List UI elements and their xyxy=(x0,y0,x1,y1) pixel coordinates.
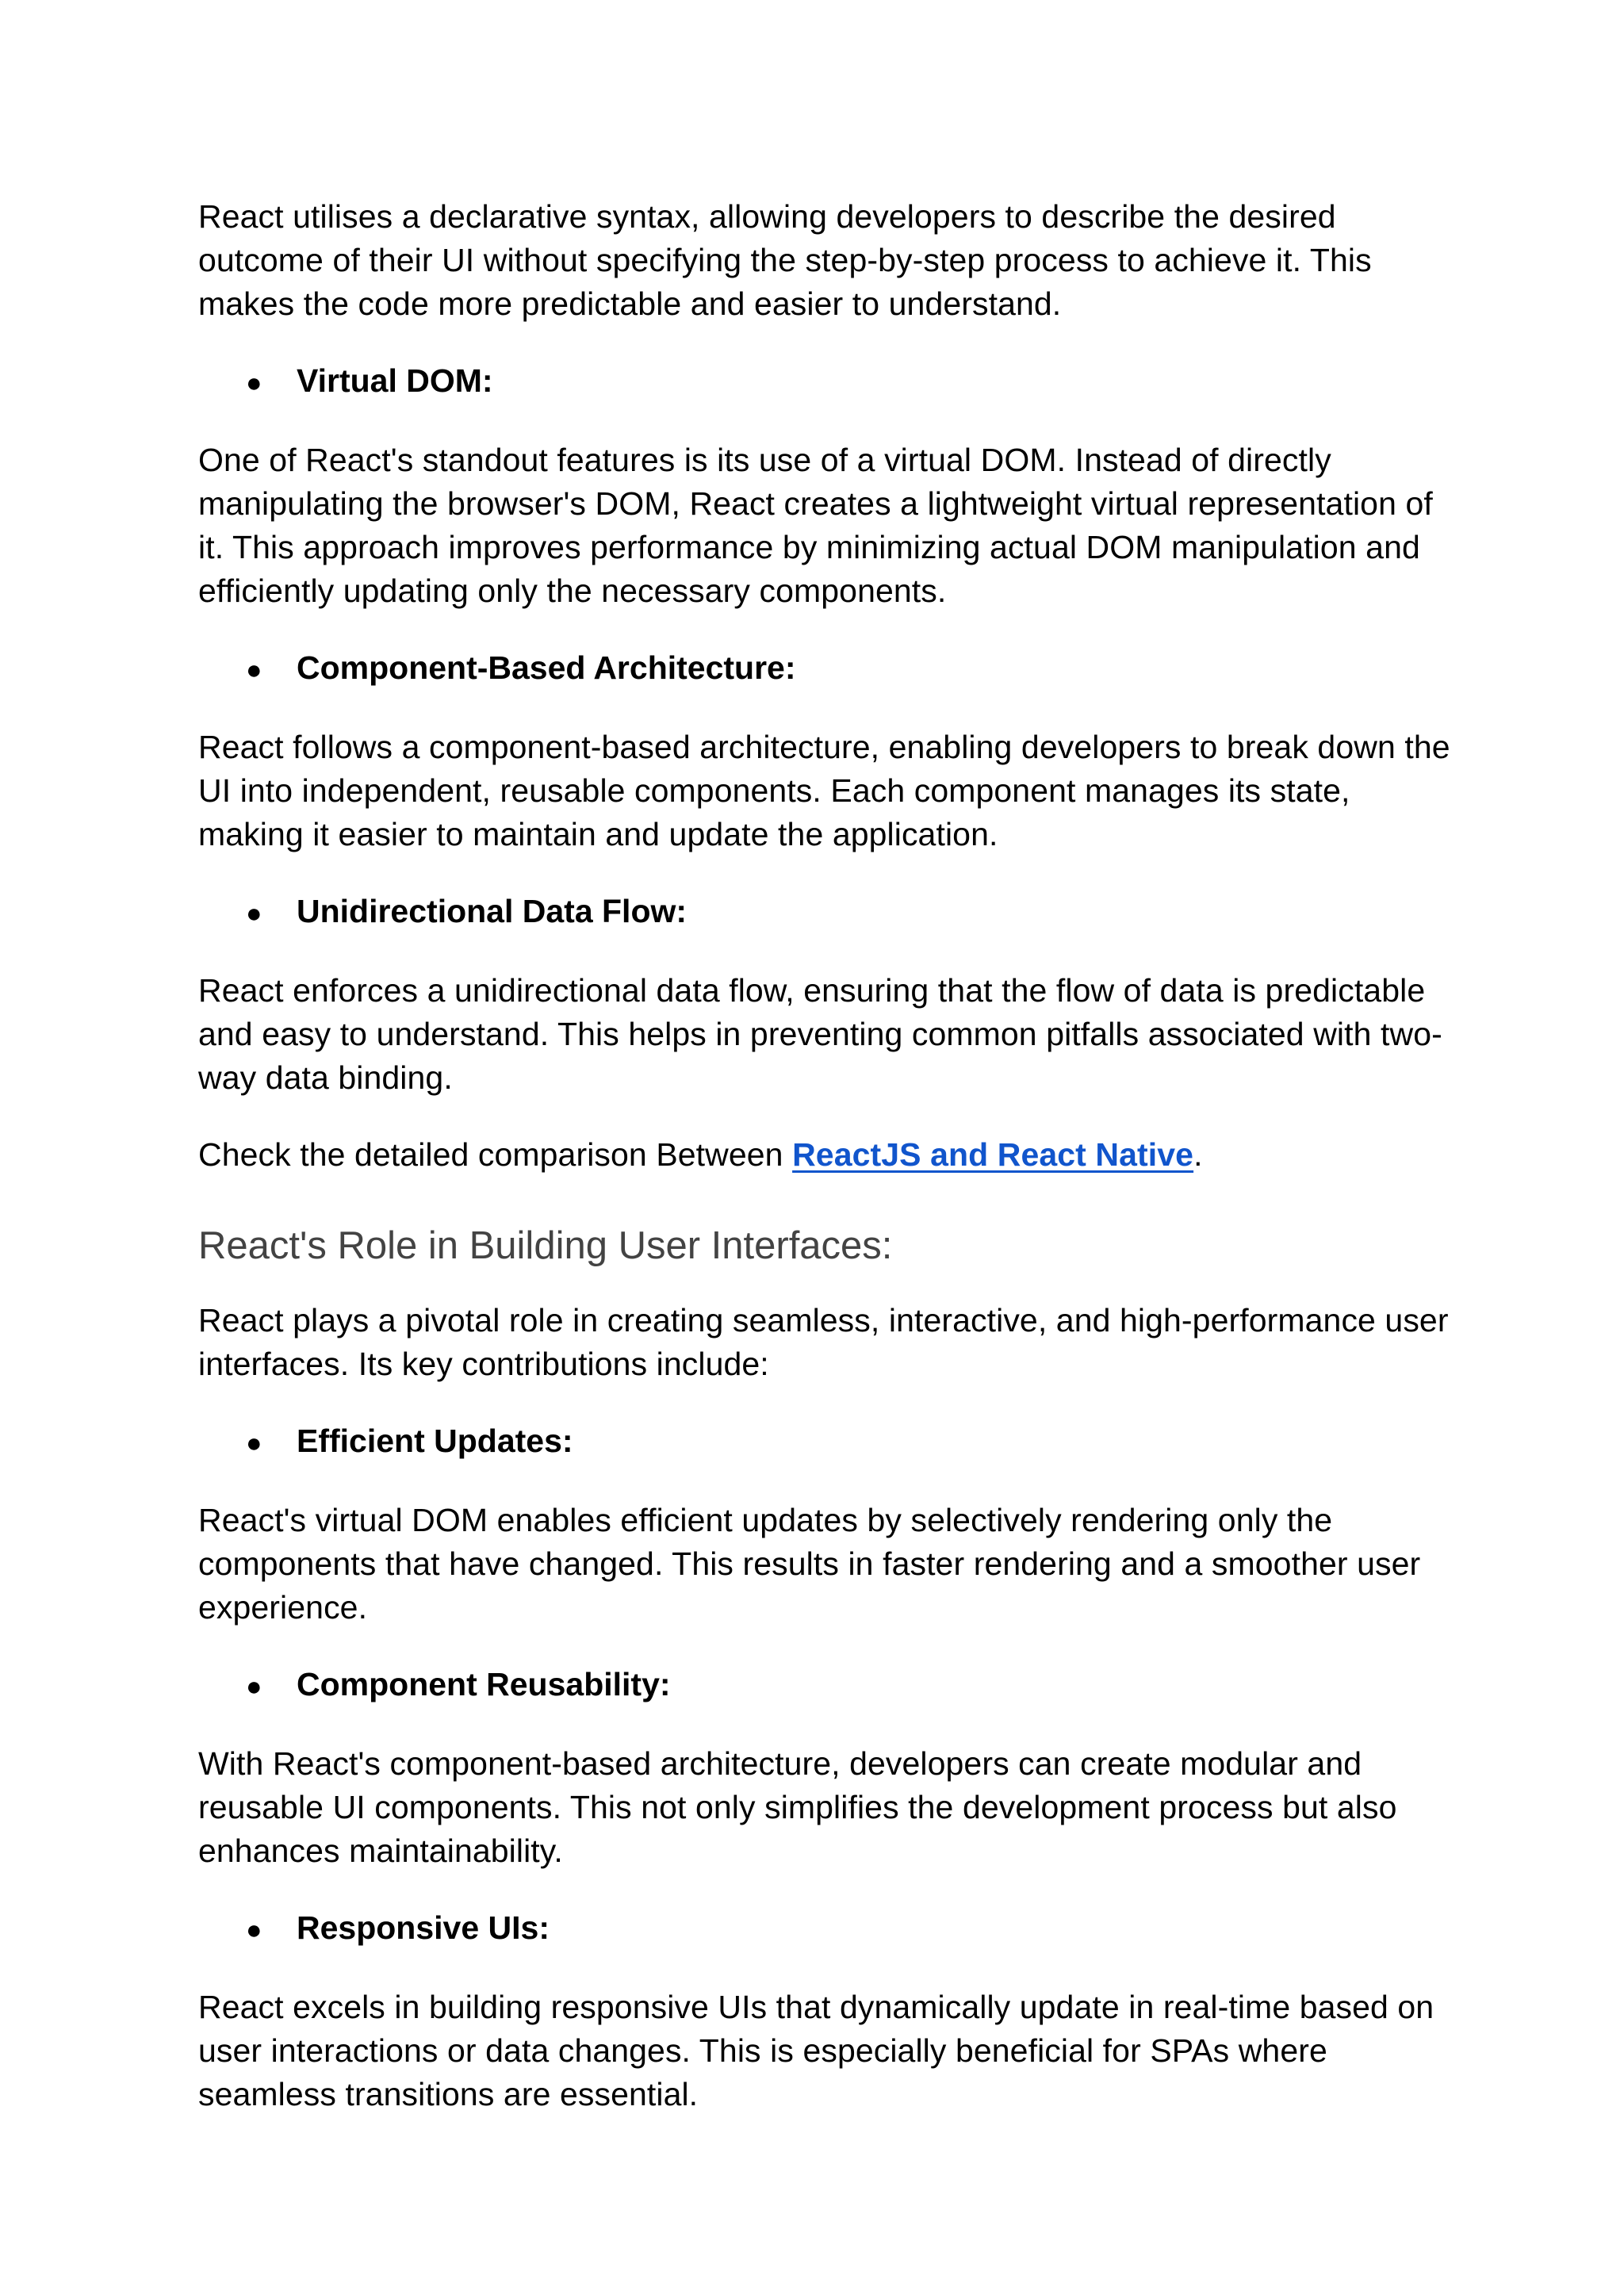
bullet-component-architecture xyxy=(198,646,1451,692)
bullet-dot-icon: ● xyxy=(246,1915,262,1945)
reactjs-vs-react-native-link[interactable]: ReactJS and React Native xyxy=(792,1136,1194,1173)
paragraph-declarative: React utilises a declarative syntax, allowing developers to describe the desired outcome of their UI without specifying the step-by-step process to achieve it. This makes the code more predictable and easier to understand. xyxy=(198,198,1372,322)
bullet-unidirectional-flow xyxy=(198,890,1451,936)
bullet-dot-icon: ● xyxy=(246,1428,262,1458)
bullet-label: Unidirectional Data Flow: xyxy=(297,893,688,929)
paragraph-unidirectional-flow: React enforces a unidirectional data flow, ensuring that the flow of data is predictable and easy to understand. This helps in preventing common pitfalls associated with two-way data binding. xyxy=(198,972,1442,1096)
paragraph-comparison xyxy=(198,1133,1451,1177)
bullet-dot-icon: ● xyxy=(246,655,262,685)
document-page xyxy=(198,195,1451,2150)
bullet-label: Virtual DOM: xyxy=(297,362,493,399)
comparison-prefix: Check the detailed comparison Between xyxy=(198,1136,793,1173)
bullet-label: Responsive UIs: xyxy=(297,1909,550,1946)
bullet-label: Component Reusability: xyxy=(297,1666,671,1702)
paragraph-role-intro: React plays a pivotal role in creating seamless, interactive, and high-performance user interfaces. Its key contributions include: xyxy=(198,1302,1449,1382)
comparison-suffix: . xyxy=(1193,1136,1203,1173)
paragraph-efficient-updates: React's virtual DOM enables efficient updates by selectively rendering only the components that have changed. This results in faster rendering and a smoother user experience. xyxy=(198,1502,1421,1626)
bullet-label: Component-Based Architecture: xyxy=(297,649,796,686)
bullet-label: Efficient Updates: xyxy=(297,1423,573,1459)
paragraph-component-architecture: React follows a component-based architecture, enabling developers to break down the UI into independent, reusable components. Each component manages its state, making it easier to maintain and update the application. xyxy=(198,729,1450,852)
bullet-dot-icon: ● xyxy=(246,1672,262,1702)
paragraph-virtual-dom: One of React's standout features is its use of a virtual DOM. Instead of directly manipulating the browser's DOM, React creates a lightweight virtual representation of it. This approach improves performance by minimizing actual DOM manipulation and efficiently updating only the necessary components. xyxy=(198,442,1433,609)
bullet-dot-icon: ● xyxy=(246,898,262,929)
paragraph-component-reusability: With React's component-based architecture, developers can create modular and reusable UI components. This not only simplifies the development process but also enhances maintainability. xyxy=(198,1745,1397,1869)
section-heading-role: React's Role in Building User Interfaces: xyxy=(198,1224,893,1267)
bullet-responsive-uis xyxy=(198,1906,1451,1952)
bullet-component-reusability xyxy=(198,1663,1451,1709)
paragraph-responsive-uis: React excels in building responsive UIs that dynamically update in real-time based on user interactions or data changes. This is especially beneficial for SPAs where seamless transitions are essential. xyxy=(198,1989,1434,2112)
bullet-efficient-updates xyxy=(198,1419,1451,1465)
bullet-virtual-dom xyxy=(198,359,1451,405)
bullet-dot-icon: ● xyxy=(246,368,262,398)
